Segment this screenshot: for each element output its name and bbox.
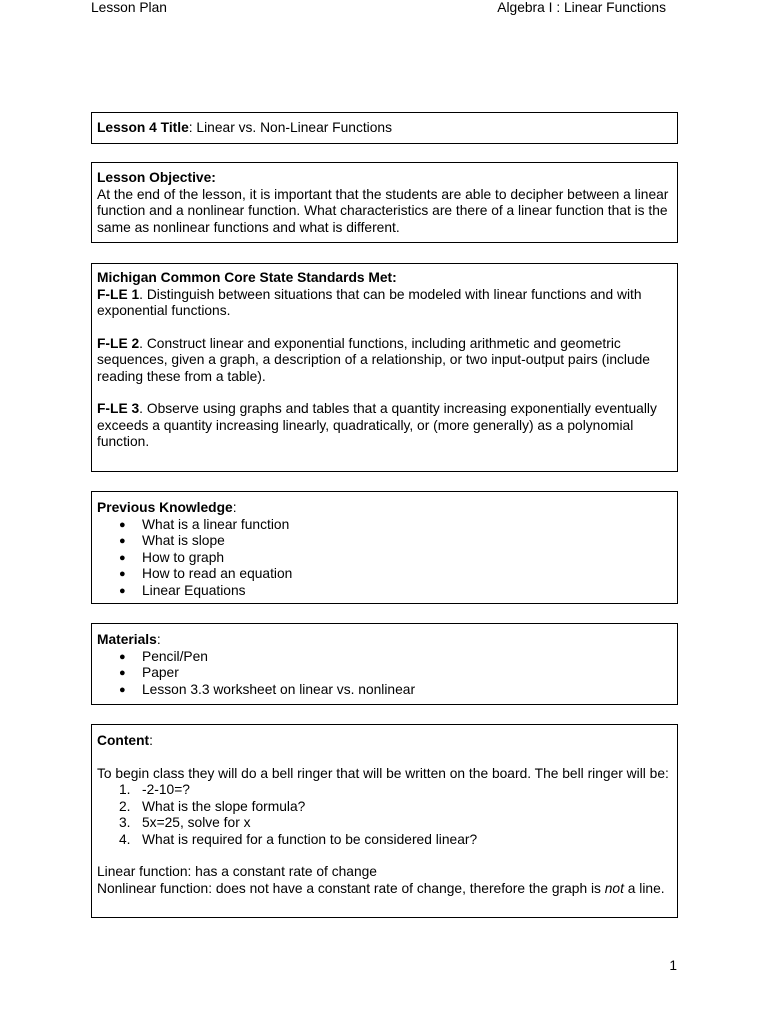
lesson-title-value: : Linear vs. Non-Linear Functions	[188, 120, 392, 135]
list-item: 4. What is required for a function to be considered linear?	[119, 831, 478, 847]
list-item: ● How to read an equation	[97, 566, 672, 583]
content-heading: Content	[97, 733, 150, 748]
list-item: ● Pencil/Pen	[97, 649, 672, 666]
linear-definition: Linear function: has a constant rate of change	[97, 864, 377, 879]
header-left: Lesson Plan	[91, 0, 167, 15]
list-item: 3. 5x=25, solve for x	[119, 815, 251, 830]
previous-knowledge-box: Previous Knowledge: ● What is a linear function ● What is slope ● How to graph ● How to read an equation ● Linear Equations	[91, 491, 678, 604]
lesson-title-label: Lesson 4 Title	[97, 120, 189, 135]
list-item: ● How to graph	[97, 550, 672, 567]
objective-text: At the end of the lesson, it is important that the students are able to decipher between a linear function and a nonlinear function. What characteristics are there of a linear function that is the same as nonlinear functions and what is different.	[97, 186, 669, 235]
standards-box	[91, 263, 678, 472]
standards-heading: Michigan Common Core State Standards Met:	[97, 270, 397, 285]
list-item: ● What is slope	[97, 533, 672, 550]
materials-heading: Materials	[97, 632, 157, 647]
list-item: ● What is a linear function	[97, 517, 672, 534]
lesson-title-box	[91, 112, 678, 144]
objective-box	[91, 162, 678, 243]
standard-item: F-LE 2. Construct linear and exponential functions, including arithmetic and geometric sequences, given a graph, a description of a relationship, or two input-output pairs (include reading these from a table).	[97, 335, 650, 384]
page-number: 1	[669, 958, 677, 973]
standard-item: F-LE 1. Distinguish between situations that can be modeled with linear functions and with exponential functions.	[97, 286, 642, 318]
list-item: ● Linear Equations	[97, 583, 672, 600]
content-box: Content: To begin class they will do a bell ringer that will be written on the board. The bell ringer will be: 1. -2-10=? 2. What is the slope formula? 3. 5x=25, solve for x 4. What is required for a function to be considered linear? Linear function: has a constant rate of change Nonlinear function: does not have a constant rate of change, therefore the graph is not a line.	[91, 724, 678, 918]
content-intro: To begin class they will do a bell ringer that will be written on the board. The bell ringer will be:	[97, 765, 669, 781]
list-item: ● Lesson 3.3 worksheet on linear vs. nonlinear	[97, 682, 672, 699]
previous-knowledge-heading: Previous Knowledge	[97, 500, 233, 515]
list-item: 1. -2-10=?	[119, 782, 190, 797]
header-right: Algebra I : Linear Functions	[497, 0, 666, 15]
materials-box: Materials: ● Pencil/Pen ● Paper ● Lesson 3.3 worksheet on linear vs. nonlinear	[91, 623, 678, 705]
objective-heading: Lesson Objective:	[97, 170, 216, 185]
list-item: 2. What is the slope formula?	[119, 798, 306, 814]
nonlinear-definition: Nonlinear function: does not have a constant rate of change, therefore the graph is not a line.	[97, 880, 665, 896]
page-header	[91, 0, 666, 16]
bell-ringer-list	[97, 782, 672, 848]
previous-knowledge-list	[97, 517, 672, 600]
list-item: ● Paper	[97, 665, 672, 682]
standard-item: F-LE 3. Observe using graphs and tables that a quantity increasing exponentially eventually exceeds a quantity increasing linearly, quadratically, or (more generally) as a polynomial function.	[97, 401, 657, 449]
materials-list	[97, 649, 672, 699]
